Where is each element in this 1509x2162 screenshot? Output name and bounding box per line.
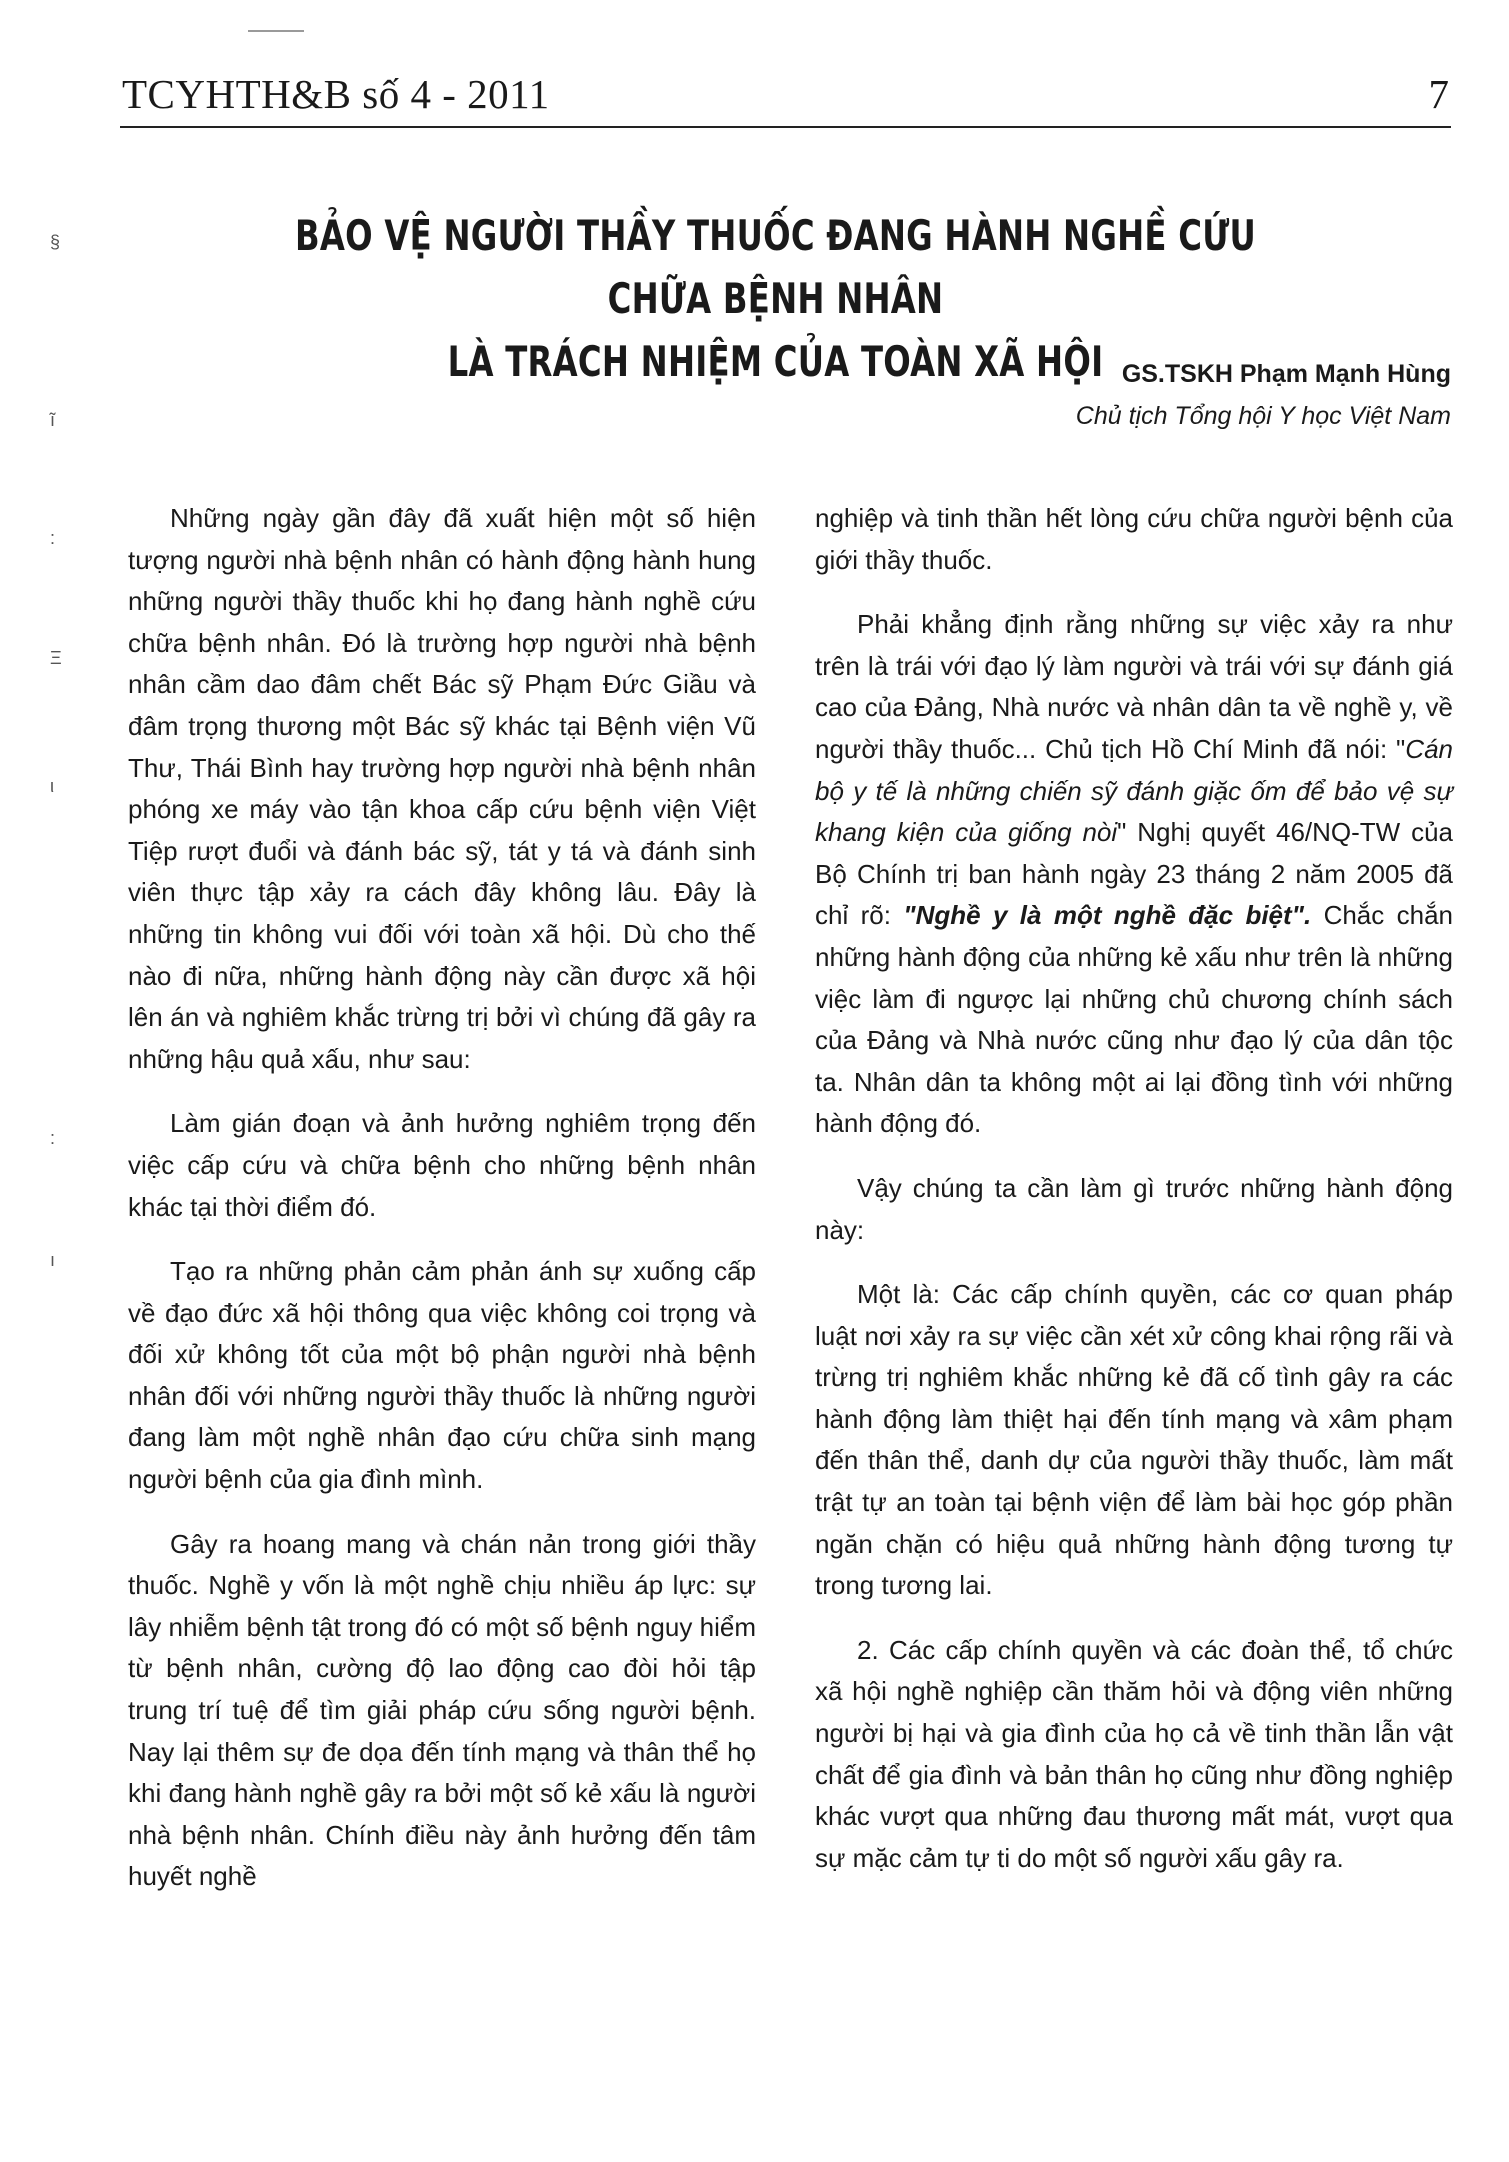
paragraph: Gây ra hoang mang và chán nản trong giới thầy thuốc. Nghề y vốn là một nghề chịu nhiều áp lực: sự lây nhiễm bệnh tật trong đó có một số bệnh nguy hiểm từ bệnh nhân, cường độ lao động cao đòi hỏi tập trung trí tuệ để tìm giải pháp cứu sống người bệnh. Nay lại thêm sự đe dọa đến tính mạng và thân thể họ khi đang hành nghề gây ra bởi một số kẻ xấu là người nhà bệnh nhân. Chính điều này ảnh hưởng đến tâm huyết nghề	[128, 1528, 756, 1892]
journal-name: TCYHTH&B số 4 - 2011	[122, 71, 550, 117]
paragraph: Một là: Các cấp chính quyền, các cơ quan pháp luật nơi xảy ra sự việc cần xét xử công khai rộng rãi và trừng trị nghiêm khắc những kẻ đã cố tình gây ra các hành động làm thiệt hại đến tính mạng và xâm phạm đến thân thể, danh dự của người thầy thuốc, làm mất trật tự an toàn tại bệnh viện để làm bài học góp phần ngăn chặn có hiệu quả những hành động tương tự trong tương lai.	[815, 1279, 1453, 1601]
author-affiliation: Chủ tịch Tổng hội Y học Việt Nam	[1075, 402, 1451, 430]
ho-chi-minh-quote: Cán bộ y tế là những chiến sỹ đánh giặc ốm để bảo vệ sự khang kiện của giống nòi	[815, 733, 1453, 848]
margin-artifact: :	[50, 1128, 56, 1148]
page-number: 7	[1428, 71, 1449, 117]
margin-artifact: Ξ	[50, 648, 62, 668]
paragraph: Làm gián đoạn và ảnh hưởng nghiêm trọng đến việc cấp cứu và chữa bệnh cho những bệnh nhân khác tại thời điểm đó.	[128, 1108, 756, 1222]
running-header	[120, 70, 1451, 128]
margin-artifact: ι	[50, 776, 54, 796]
paragraph-ending: Chắc chắn những hành động của những kẻ xấu như trên là những việc làm đi ngược lại những chủ chương chính sách của Đảng và Nhà nước cũng như đạo lý của dân tộc ta. Nhân dân ta không một ai lại đồng tình với những hành động đó.	[815, 900, 1453, 1139]
right-column	[815, 498, 1453, 1902]
emphasized-quote: "Nghề y là một nghề đặc biệt".	[903, 900, 1312, 931]
quote-lead-in: Phải khẳng định rằng những sự việc xảy ra như trên là trái với đạo lý làm người và trái với sự đánh giá cao của Đảng, Nhà nước và nhân dân ta về nghề y, về người thầy thuốc... Chủ tịch Hồ Chí Minh đã nói: "	[815, 609, 1453, 764]
paragraph: Vậy chúng ta cần làm gì trước những hành động này:	[815, 1172, 1453, 1245]
paragraph: Những ngày gần đây đã xuất hiện một số hiện tượng người nhà bệnh nhân có hành động hành hung những người thầy thuốc khi họ đang hành nghề cứu chữa bệnh nhân. Đó là trường hợp người nhà bệnh nhân cầm dao đâm chết Bác sỹ Phạm Đức Giầu và đâm trọng thương một Bác sỹ khác tại Bệnh viện Vũ Thư, Thái Bình hay trường hợp người nhà bệnh nhân phóng xe máy vào tận khoa cấp cứu bệnh viện Việt Tiệp rượt đuổi và đánh bác sỹ, tát y tá và đánh sinh viên thực tập xảy ra cách đây không lâu. Đây là những tin không vui đối với toàn xã hội. Dù cho thế nào đi nữa, những hành động này cần được xã hội lên án và nghiêm khắc trừng trị bởi vì chúng đã gây ra những hậu quả xấu, như sau:	[128, 503, 756, 1074]
margin-artifact: ĩ	[50, 410, 56, 430]
paragraph: Tạo ra những phản cảm phản ánh sự xuống cấp về đạo đức xã hội thông qua việc không coi trọng và đối xử không tốt của một bộ phận người nhà bệnh nhân đối với những người thầy thuốc là những người đang làm một nghề nhân đạo cứu chữa sinh mạng người bệnh của gia đình mình.	[128, 1256, 756, 1495]
paragraph: 2. Các cấp chính quyền và các đoàn thể, tổ chức xã hội nghề nghiệp cần thăm hỏi và động viên những người bị hại và gia đình của họ cả về tinh thần lẫn vật chất để gia đình và bản thân họ cũng như đồng nghiệp khác vượt qua những đau thương mất mát, vượt qua sự mặc cảm tự ti do một số người xấu gây ra.	[815, 1634, 1453, 1873]
left-column	[128, 498, 756, 1921]
paragraph-with-quote	[815, 604, 1453, 1145]
continued-paragraph: nghiệp và tinh thần hết lòng cứu chữa người bệnh của giới thầy thuốc.	[815, 503, 1453, 575]
margin-artifact: §	[50, 232, 61, 252]
margin-artifact: ı	[50, 1250, 56, 1270]
author-name: GS.TSKH Phạm Mạnh Hùng	[1121, 360, 1451, 388]
title-line-2: LÀ TRÁCH NHIỆM CỦA TOÀN XÃ HỘI	[447, 337, 1104, 386]
title-line-1: BẢO VỆ NGƯỜI THẦY THUỐC ĐANG HÀNH NGHỀ CỨU CHỮA BỆNH NHÂN	[295, 211, 1256, 323]
margin-artifact: :	[50, 528, 56, 548]
scan-mark	[248, 30, 304, 32]
resolution-text: " Nghị quyết 46/NQ-TW của Bộ Chính trị ban hành ngày 23 tháng 2 năm 2005 đã chỉ rõ:	[815, 817, 1453, 931]
